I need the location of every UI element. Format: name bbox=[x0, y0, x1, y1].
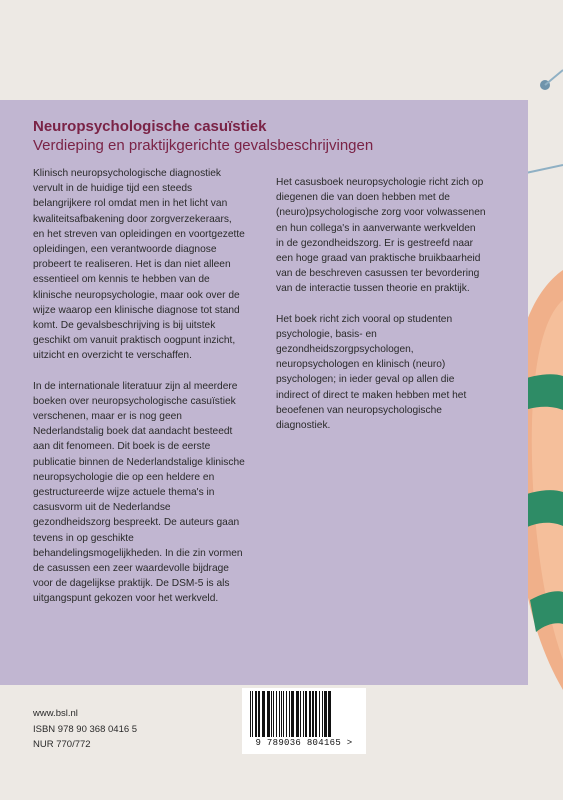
paragraph: Klinisch neuropsychologische diagnostiek vervult in de huidige tijd een steeds belangrijkere rol omdat men in het licht van kwaliteitsafbakening door zorgverzekeraars, en het streven van opleidingen en voortgezette opleidingen, een verantwoorde diagnose probeert te realiseren. Het is dan niet alleen essentieel om kennis te hebben van de klinische neuropsychologie, maar ook over de wijze waarop een klinische diagnose tot stand komt. De gevalsbeschrijving is bij uitstek geschikt om vanuit praktisch oogpunt inzicht, uitzicht en overzicht te verschaffen. bbox=[33, 168, 245, 362]
barcode-bar bbox=[262, 691, 265, 737]
barcode-bar bbox=[283, 691, 284, 737]
publisher-website: www.bsl.nl bbox=[33, 708, 78, 719]
barcode-digits: 9 789036 804165 > bbox=[255, 738, 353, 748]
barcode-bar bbox=[258, 691, 260, 737]
barcode-bar bbox=[276, 691, 277, 737]
barcode-bar bbox=[296, 691, 299, 737]
barcode-bar bbox=[271, 691, 272, 737]
barcode-bar bbox=[289, 691, 290, 737]
barcode-bar bbox=[273, 691, 274, 737]
barcode-bar bbox=[303, 691, 304, 737]
book-subtitle: Verdieping en praktijkgerichte gevalsbeschrijvingen bbox=[33, 137, 374, 154]
barcode-bar bbox=[324, 691, 327, 737]
barcode-bar bbox=[322, 691, 323, 737]
barcode-bar bbox=[319, 691, 320, 737]
barcode-bar bbox=[281, 691, 282, 737]
barcode-bar bbox=[328, 691, 331, 737]
barcode-bars bbox=[250, 691, 358, 737]
description-right-column bbox=[276, 175, 486, 448]
publisher-info bbox=[33, 706, 233, 753]
paragraph: In de internationale literatuur zijn al meerdere boeken over neuropsychologische casuïstiek verschenen, maar er is nog geen Nederlandstalig boek dat aandacht besteedt aan dit fenomeen. Dit boek is de eerste publicatie binnen de Nederlandstalige klinische neuropsychologie die op een heldere en gestructureerde wijze actuele thema's in casusvorm uit de Nederlandse gezondheidszorg bespreekt. De auteurs gaan tevens in op geschikte behandelingsmogelijkheden. In die zin vormen de casussen een zeer waardevolle bijdrage voor de dagelijkse praktijk. De DSM-5 is als uitgangspunt gekozen voor het werkveld. bbox=[33, 380, 245, 605]
barcode-bar bbox=[255, 691, 257, 737]
barcode-bar bbox=[305, 691, 307, 737]
barcode-bar bbox=[312, 691, 314, 737]
barcode-bar bbox=[250, 691, 251, 737]
isbn-text: ISBN 978 90 368 0416 5 bbox=[33, 723, 138, 735]
nur-code: NUR 770/772 bbox=[33, 739, 91, 750]
barcode-bar bbox=[291, 691, 294, 737]
barcode-bar bbox=[252, 691, 253, 737]
isbn-barcode bbox=[242, 688, 366, 754]
barcode-bar bbox=[309, 691, 311, 737]
barcode-bar bbox=[300, 691, 301, 737]
barcode-bar bbox=[286, 691, 287, 737]
barcode-bar bbox=[267, 691, 270, 737]
paragraph: Het boek richt zich vooral op studenten psychologie, basis- en gezondheidszorgpsychologen, neuropsychologen en klinisch (neuro) psychologen; in ieder geval op allen die indirect of direct te maken hebben met het beoefenen van neuropsychologische diagnostiek. bbox=[276, 313, 467, 432]
barcode-bar bbox=[279, 691, 280, 737]
book-title: Neuropsychologische casuïstiek bbox=[33, 118, 267, 135]
description-left-column bbox=[33, 166, 245, 622]
barcode-bar bbox=[315, 691, 317, 737]
paragraph: Het casusboek neuropsychologie richt zich op diegenen die van doen hebben met de (neuro)psychologische zorg voor volwassenen en hun collega's in aanverwante werkvelden in de gezondheidszorg. Er is gestreefd naar een hoge graad van praktische bruikbaarheid van de beschreven casussen ter bevordering van de interactie tussen theorie en praktijk. bbox=[276, 177, 486, 295]
